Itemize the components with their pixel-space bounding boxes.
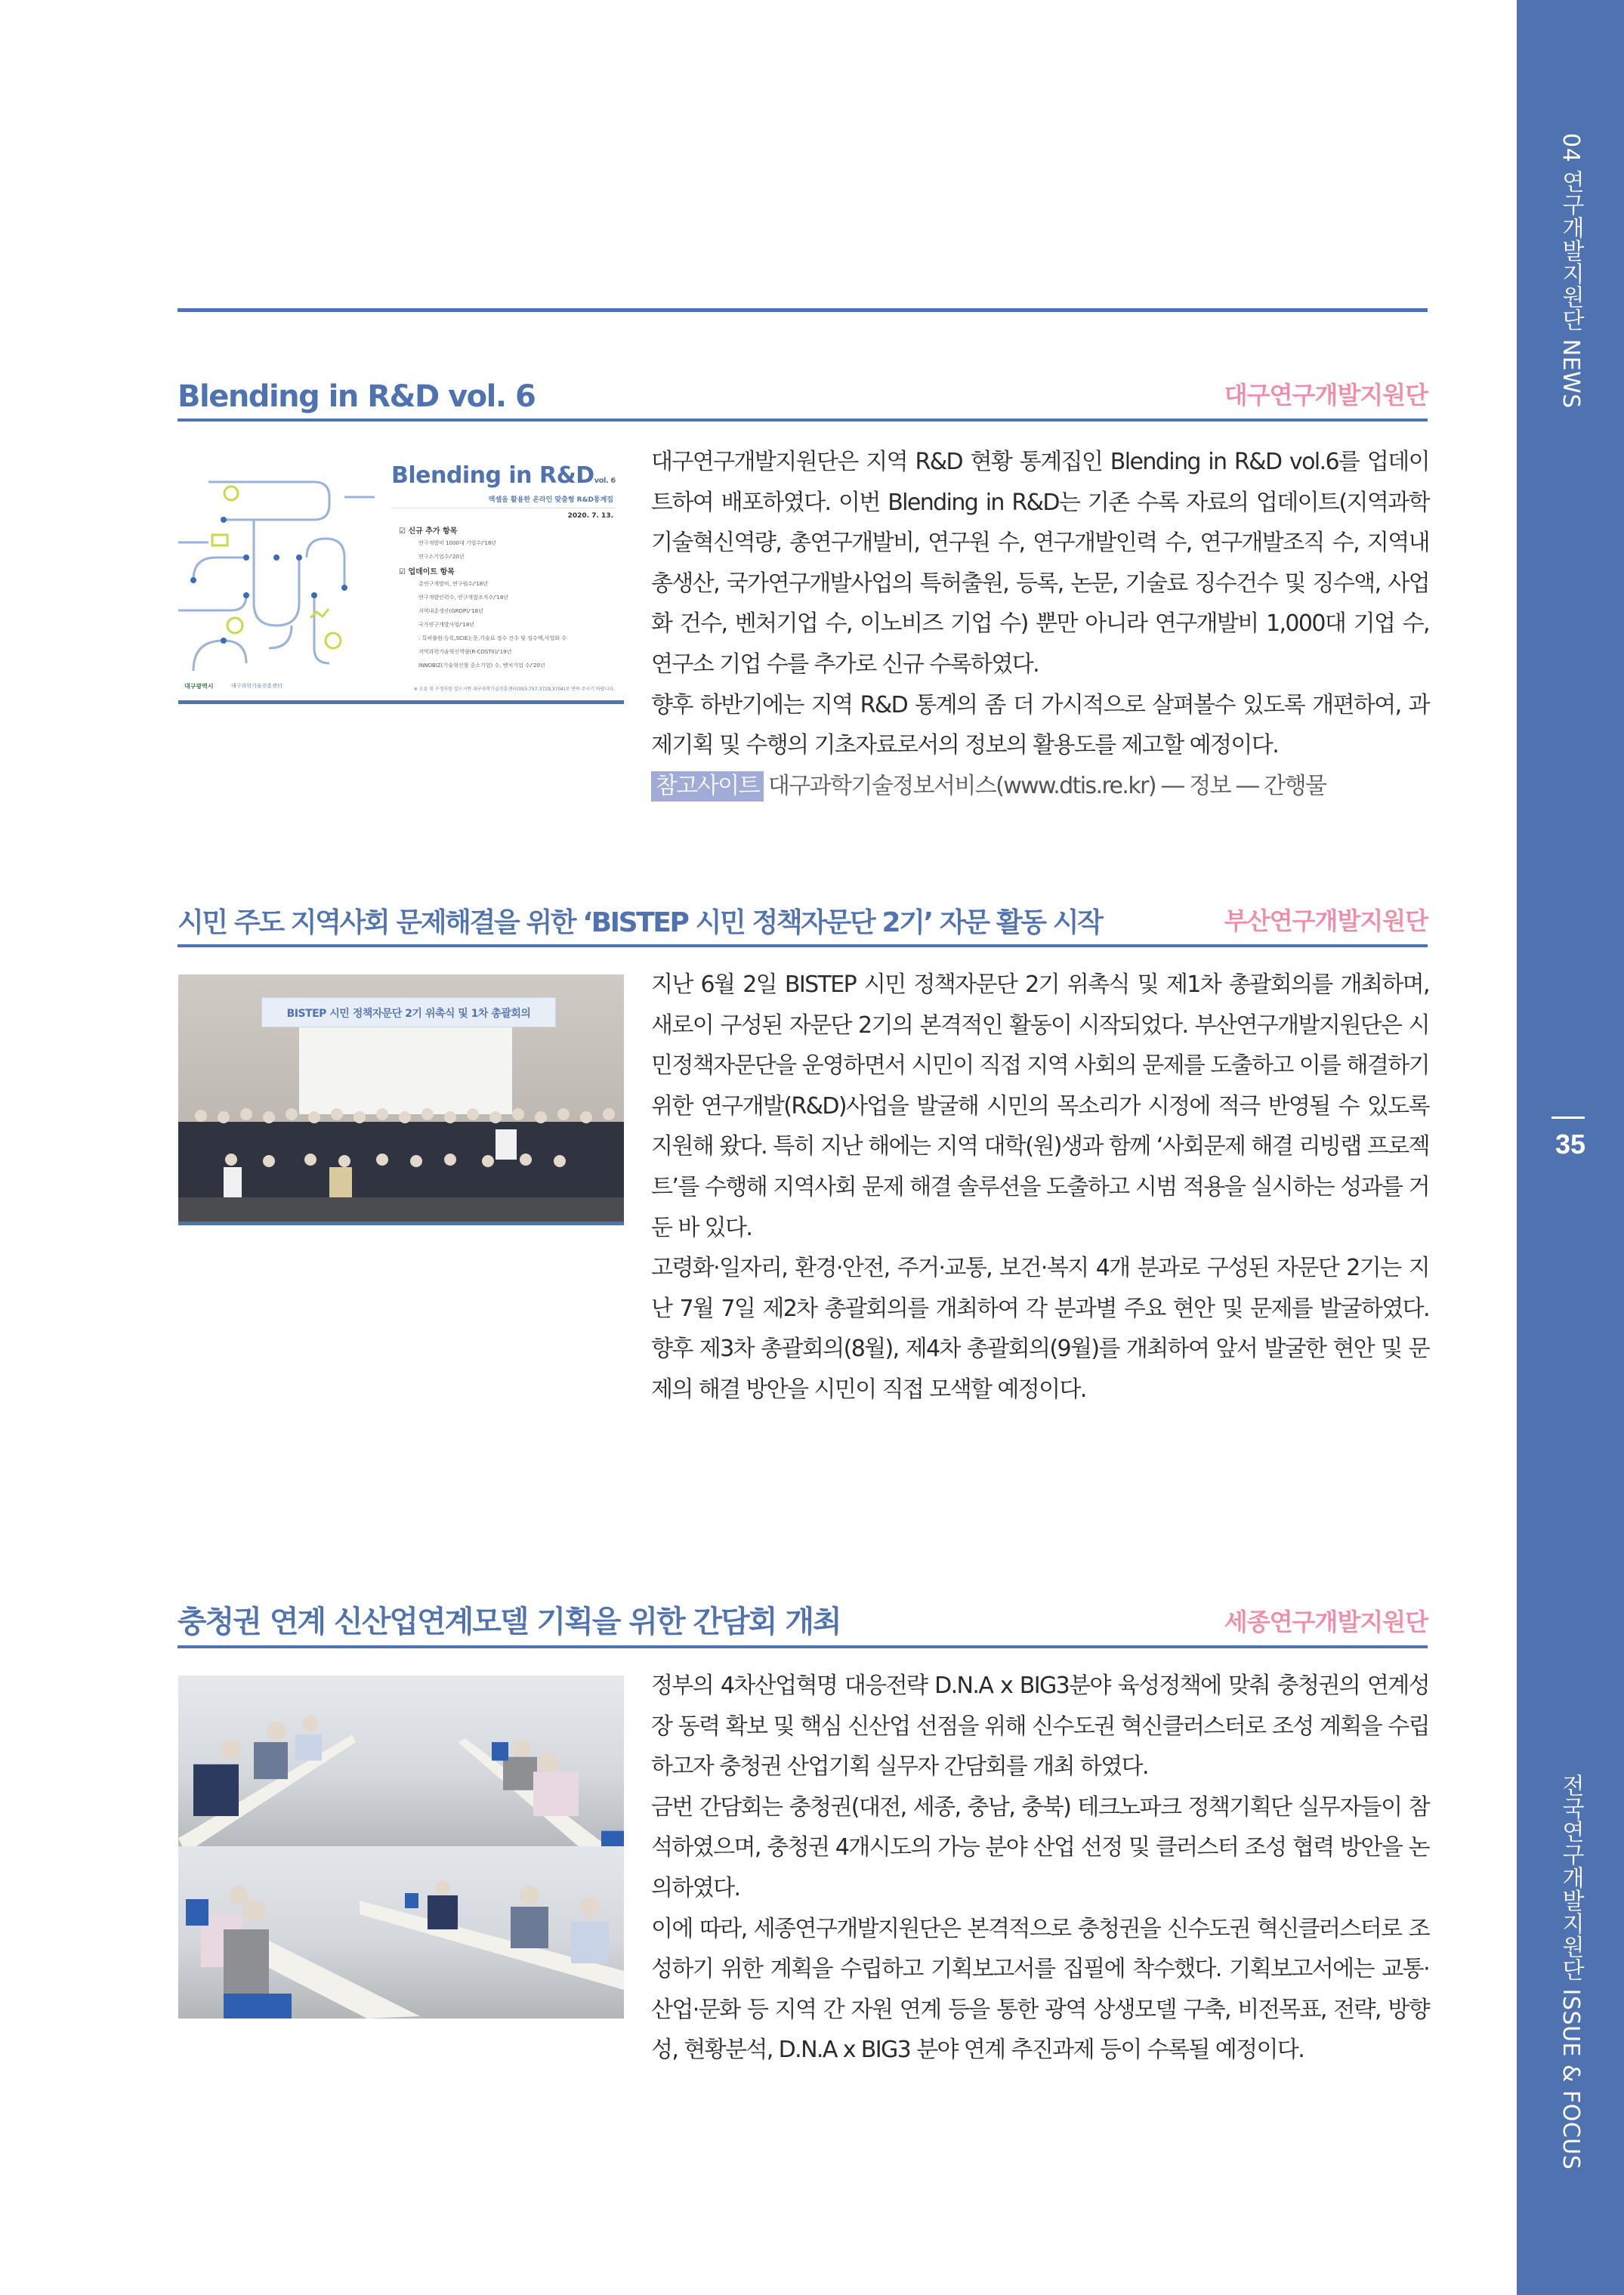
cover-update-item: 국가연구개발사업/'18년 xyxy=(418,622,475,628)
cover-vol: vol. 6 xyxy=(594,477,616,485)
section-org: 대구연구개발지원단 xyxy=(1224,381,1428,409)
cover-update-item: INNOBIZ(기술혁신형 중소기업) 수, 벤처기업 수/'20년 xyxy=(418,663,545,669)
paragraph: 금번 간담회는 충청권(대전, 세종, 충남, 충북) 테크노파크 정책기획단 실무자들이 참석하였으며, 충청권 4개시도의 가능 분야 산업 선정 및 클러스터 조성 협력 방안을 논의하였다. xyxy=(651,1793,1429,1901)
reference-line xyxy=(651,766,1429,807)
paragraph: 고령화·일자리, 환경·안전, 주거·교통, 보건·복지 4개 분과로 구성된 자문단 2기는 지난 7월 7일 제2차 총괄회의를 개최하여 각 분과별 주요 현안 및 문제를 발굴하였다. 향후 제3차 총괄회의(8월), 제4차 총괄회의(9월)를 개최하여 앞서 발굴한 현안 및 문제의 해결 방안을 시민이 직접 모색할 예정이다. xyxy=(651,1255,1429,1403)
page-number: 35 xyxy=(1555,1129,1586,1160)
meeting-scene-2 xyxy=(178,1846,624,2019)
section-body xyxy=(651,442,1429,806)
checkbox-icon: ☑ xyxy=(399,568,409,576)
crowd-illustration xyxy=(178,1107,624,1225)
paragraph: 이에 따라, 세종연구개발지원단은 본격적으로 충청권을 신수도권 혁신클러스터로 조성하기 위한 계획을 수립하고 기획보고서를 집필에 착수했다. 기획보고서에는 교통·산업·문화 등 지역 간 자원 연계 등을 통한 광역 상생모델 구축, 비전목표, 전략, 방향성, 현황분석, D.N.A x BIG3 분야 연계 추진과제 등이 수록될 예정이다. xyxy=(651,1915,1429,2064)
cover-subtitle: 엑셀을 활용한 온라인 맞춤형 R&D통계집 xyxy=(488,496,613,504)
cover-footnote: ※ 오류 및 수정사항 있으시면 대구과학기술진흥센터(053-757-3729,3704)로 연락 주시기 바랍니다. xyxy=(413,687,615,692)
section-org: 세종연구개발지원단 xyxy=(1224,1608,1428,1636)
section-header-blending xyxy=(178,369,1428,422)
section-org: 부산연구개발지원단 xyxy=(1224,907,1428,935)
cover-new-heading: 신규 추가 항목 xyxy=(408,527,458,536)
section-body xyxy=(651,965,1429,1410)
cover-update-item: : 특허출원·등록,SCIE논문,기술료 징수 건수 및 징수액,사업화 수 xyxy=(418,635,567,641)
circuit-illustration xyxy=(178,452,375,686)
cover-update-item: 총연구개발비, 연구원수/'18년 xyxy=(418,581,489,587)
page-number-rule xyxy=(1551,1117,1585,1119)
cover-date: 2020. 7. 13. xyxy=(567,512,613,520)
blending-cover-image xyxy=(178,452,624,704)
top-divider xyxy=(178,308,1428,312)
section-header-chungcheong xyxy=(178,1595,1428,1648)
section-body xyxy=(651,1666,1429,2071)
checkbox-icon: ☑ xyxy=(399,527,409,536)
cover-footer xyxy=(184,682,618,696)
section-sidebar xyxy=(1517,0,1624,2295)
cover-new-item: 연구개발비 1000대 기업수/'18년 xyxy=(418,540,497,546)
paragraph: 대구연구개발지원단은 지역 R&D 현황 통계집인 Blending in R&D vol.6를 업데이트하여 배포하였다. 이번 Blending in R&D는 기존 수록 자료의 업데이트(지역과학기술혁신역량, 총연구개발비, 연구원 수, 연구개발인력 수, 연구개발조직 수, 지역내 총생산, 국가연구개발사업의 특허출원, 등록, 논문, 기술료 징수건수 및 징수액, 사업화 건수, 벤처기업 수, 이노비즈 기업 수) 뿐만 아니라 연구개발비 1,000대 기업 수, 연구소 기업 수를 추가로 신규 수록하였다. xyxy=(651,449,1429,678)
projection-screen xyxy=(299,1027,512,1114)
cover-title: Blending in R&D xyxy=(391,462,594,489)
meeting-photo-2 xyxy=(178,1846,624,2019)
paragraph: 정부의 4차산업혁명 대응전략 D.N.A x BIG3분야 육성정책에 맞춰 충청권의 연계성장 동력 확보 및 핵심 신산업 선점을 위해 신수도권 혁신클러스터로 조성 계획을 수립하고자 충청권 산업기획 실무자 간담회를 개최 하였다. xyxy=(651,1673,1429,1781)
cover-update-heading: 업데이트 항목 xyxy=(408,568,455,576)
section-title: Blending in R&D vol. 6 xyxy=(178,379,536,414)
cover-update-item: 지역내총생산(GRDP)/'18년 xyxy=(418,608,483,614)
event-banner-text: BISTEP 시민 정책자문단 2기 위촉식 및 1차 총괄회의 xyxy=(286,1008,531,1020)
sidebar-section-label: 04 연구개발지원단 NEWS xyxy=(1558,133,1584,409)
sidebar-publication-label: 전국연구개발지원단 ISSUE & FOCUS xyxy=(1558,1774,1584,2170)
reference-tag: 참고사이트 xyxy=(651,771,764,802)
event-banner xyxy=(261,997,556,1027)
meeting-photo-1 xyxy=(178,1676,624,1857)
cover-update-item: 지역과학기술혁신역량(R-COSTII)/'19년 xyxy=(418,649,512,655)
paragraph: 향후 하반기에는 지역 R&D 통계의 좀 더 가시적으로 살펴볼수 있도록 개편하여, 과제기획 및 수행의 기초자료로서의 정보의 활용도를 제고할 예정이다. xyxy=(651,691,1429,759)
cover-new-item: 연구소기업수/'20년 xyxy=(418,554,465,560)
group-photo xyxy=(178,975,624,1225)
cover-update-item: 연구개발인력수, 연구개발조직수/'18년 xyxy=(418,595,509,601)
reference-link[interactable]: 대구과학기술정보서비스(www.dtis.re.kr) ― 정보 ― 간행물 xyxy=(767,772,1326,799)
meeting-scene-1 xyxy=(178,1676,624,1853)
section-title: 충청권 연계 신산업연계모델 기획을 위한 간담회 개최 xyxy=(178,1605,841,1639)
daegu-city-logo: 대구광역시 xyxy=(184,683,214,690)
section-title: 시민 주도 지역사회 문제해결을 위한 ‘BISTEP 시민 정책자문단 2기’ 자문 활동 시작 xyxy=(178,907,1102,938)
paragraph: 지난 6월 2일 BISTEP 시민 정책자문단 2기 위촉식 및 제1차 총괄회의를 개최하며, 새로이 구성된 자문단 2기의 본격적인 활동이 시작되었다. 부산연구개발지원단은 시민정책자문단을 운영하면서 시민이 직접 지역 사회의 문제를 도출하고 이를 해결하기 위한 연구개발(R&D)사업을 발굴해 시민의 목소리가 시정에 적극 반영될 수 있도록 지원해 왔다. 특히 지난 해에는 지역 대학(원)생과 함께 ‘사회문제 해결 리빙랩 프로젝트’를 수행해 지역사회 문제 해결 솔루션을 도출하고 시범 적용을 실시하는 성과를 거둔 바 있다. xyxy=(651,971,1429,1241)
dtis-logo: 대구과학기술진흥센터 xyxy=(231,683,283,689)
section-header-bistep xyxy=(178,894,1428,947)
